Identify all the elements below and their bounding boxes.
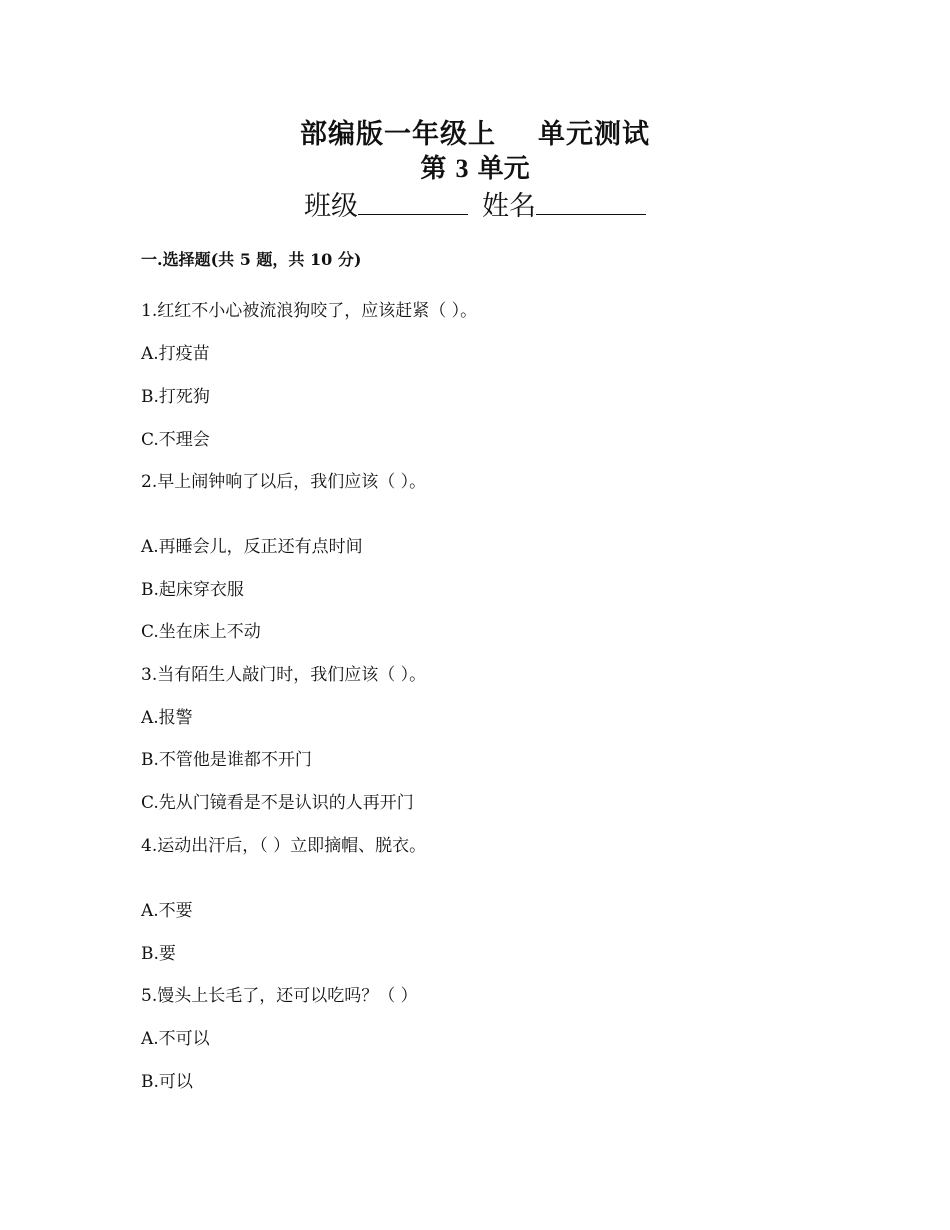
- title-grade: 部编版一年级上: [300, 119, 496, 150]
- question-3-option-c[interactable]: C.先从门镜看是不是认识的人再开门: [141, 793, 414, 813]
- title-test: 单元测试: [538, 119, 650, 150]
- name-blank[interactable]: [536, 188, 646, 215]
- question-2-option-b[interactable]: B.起床穿衣服: [141, 580, 244, 600]
- question-1-option-b[interactable]: B.打死狗: [141, 387, 210, 407]
- question-4-option-b[interactable]: B.要: [141, 944, 176, 964]
- class-blank[interactable]: [358, 188, 468, 215]
- question-3-option-a[interactable]: A.报警: [141, 708, 193, 728]
- question-1-option-c[interactable]: C.不理会: [141, 430, 210, 450]
- unit-number: 3: [455, 154, 469, 183]
- section-heading: 一.选择题(共 5 题，共 10 分): [141, 250, 362, 269]
- name-label: 姓名: [482, 191, 536, 222]
- worksheet-title: [0, 112, 950, 151]
- question-5-stem: 5.馒头上长毛了，还可以吃吗？（ ）: [141, 986, 418, 1006]
- class-label: 班级: [304, 191, 358, 222]
- student-info: [0, 184, 950, 223]
- question-1-stem: 1.红红不小心被流浪狗咬了，应该赶紧（ ）。: [141, 301, 478, 321]
- unit-suffix: 单元: [477, 154, 530, 184]
- unit-title: [0, 148, 950, 185]
- question-1-option-a[interactable]: A.打疫苗: [141, 344, 210, 364]
- question-2-option-a[interactable]: A.再睡会儿，反正还有点时间: [141, 537, 363, 557]
- question-2-option-c[interactable]: C.坐在床上不动: [141, 622, 261, 642]
- unit-prefix: 第: [420, 154, 447, 184]
- question-3-option-b[interactable]: B.不管他是谁都不开门: [141, 750, 312, 770]
- question-5-option-b[interactable]: B.可以: [141, 1072, 193, 1092]
- question-4-option-a[interactable]: A.不要: [141, 901, 193, 921]
- question-3-stem: 3.当有陌生人敲门时，我们应该（ ）。: [141, 665, 427, 685]
- question-4-stem: 4.运动出汗后，（ ）立即摘帽、脱衣。: [141, 836, 427, 856]
- question-2-stem: 2.早上闹钟响了以后，我们应该（ ）。: [141, 472, 427, 492]
- question-5-option-a[interactable]: A.不可以: [141, 1029, 210, 1049]
